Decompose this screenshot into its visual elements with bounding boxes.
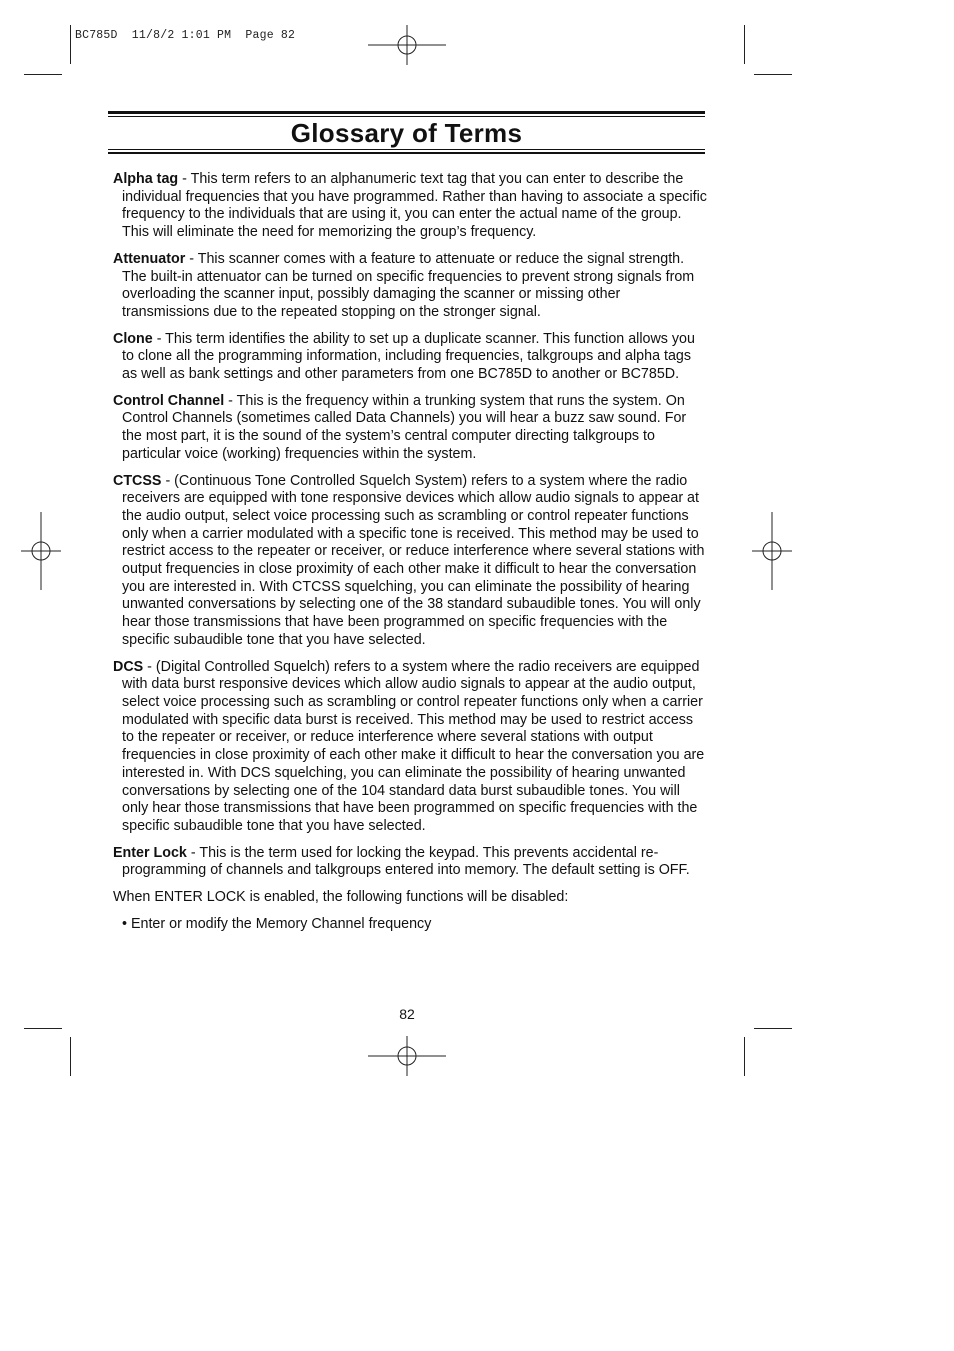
crop-mark-bottom-right-vertical bbox=[744, 1037, 745, 1076]
glossary-definition: - This scanner comes with a feature to attenuate or reduce the signal strength. The built-in attenuator can be turned on specific frequencies to prevent strong signals from overloading the scanner input, possibly damaging the scanner or missing other transmissions due to the repeated stopping on the stronger signal. bbox=[122, 250, 695, 320]
crop-mark-top-left-horizontal bbox=[24, 74, 62, 75]
glossary-term: Alpha tag bbox=[113, 171, 179, 187]
crop-mark-top-right-vertical bbox=[744, 25, 745, 64]
bullet-item: • Enter or modify the Memory Channel frequency bbox=[122, 915, 432, 932]
glossary-entry bbox=[113, 659, 708, 836]
glossary-term: CTCSS bbox=[113, 472, 162, 489]
glossary-definition: - This term refers to an alphanumeric text tag that you can enter to describe the individual frequencies that you have programmed. Rather than having to associate a specific frequency to the individuals that are using it, you can enter the actual name of the group. This will eliminate the need for memorizing the group’s frequency. bbox=[122, 171, 707, 241]
title-rule-top bbox=[108, 111, 705, 114]
glossary-definition: - (Digital Controlled Squelch) refers to a system where the radio receivers are equipped with data burst responsive devices which allow audio signals to appear at the audio output, select voice processing such as scrambling or control repeater functions only when a carrier modulated with specific data burst is received. This method may be used to restrict access to the repeater or receiver, or reduce interference where several stations with output frequencies in close proximity of each other make it difficult to hear the conversation you are interested in. With DCS squelching, you can eliminate the possibility of hearing unwanted conversations by selecting one of the 104 standard data burst subaudible tones. You will only hear those transmissions that have been programmed on specific frequencies with the specific subaudible tone that you have selected. bbox=[122, 658, 705, 834]
crop-mark-bottom-left-horizontal bbox=[24, 1028, 62, 1029]
glossary-entry bbox=[113, 473, 708, 650]
printer-slug: BC785D 11/8/2 1:01 PM Page 82 bbox=[75, 29, 296, 42]
glossary-term: Attenuator bbox=[113, 250, 186, 267]
glossary-term: Clone bbox=[113, 330, 153, 347]
title-rule-bottom-thin bbox=[108, 149, 705, 150]
registration-mark-right-icon bbox=[752, 512, 792, 590]
glossary-entry bbox=[113, 171, 708, 242]
page-title: Glossary of Terms bbox=[290, 118, 523, 148]
enter-lock-paragraph: When ENTER LOCK is enabled, the following functions will be disabled: bbox=[113, 889, 569, 906]
registration-mark-top-icon bbox=[368, 25, 446, 65]
glossary-definition: - This is the term used for locking the keypad. This prevents accidental re-programming of channels and talkgroups entered into memory. The default setting is OFF. bbox=[122, 844, 690, 879]
crop-mark-top-right-horizontal bbox=[754, 74, 792, 75]
crop-mark-top-left-vertical bbox=[70, 25, 71, 64]
glossary-entry bbox=[113, 251, 708, 322]
glossary-entry bbox=[113, 331, 708, 384]
glossary-definition: - This term identifies the ability to set up a duplicate scanner. This function allows you to clone all the programming information, including frequencies, talkgroups and alpha tags as well as bank settings and other parameters from one BC785D to another or BC785D. bbox=[122, 330, 695, 383]
title-rule-top-thin bbox=[108, 116, 705, 117]
registration-mark-left-icon bbox=[21, 512, 61, 590]
glossary-entry bbox=[113, 845, 708, 880]
page-number: 82 bbox=[399, 1006, 415, 1022]
glossary-body bbox=[113, 171, 708, 933]
glossary-term: Control Channel bbox=[113, 392, 225, 409]
glossary-definition: - This is the frequency within a trunking system that runs the system. On Control Channels (sometimes called Data Channels) you will hear a buzz saw sound. For the most part, it is the sound of the system’s central computer directing talkgroups to particular voice (working) frequencies within the system. bbox=[122, 392, 687, 462]
title-block bbox=[108, 111, 705, 156]
glossary-definition: - (Continuous Tone Controlled Squelch System) refers to a system where the radio receivers are equipped with tone responsive devices which allow audio signals to appear at the audio output, select voice processing such as scrambling or control repeater functions only when a carrier modulated with a specific tone is received. This method may be used to restrict access to the repeater or receiver, or reduce interference where several stations with output frequencies in close proximity of each other make it difficult to hear the conversation you are interested in. With CTCSS squelching, you can eliminate the possibility of hearing unwanted conversations by selecting one of the 38 standard subaudible tones. You will only hear those transmissions that have been programmed on specific frequencies with the specific subaudible tone that you have selected. bbox=[122, 472, 705, 648]
glossary-entry bbox=[113, 393, 708, 464]
crop-mark-bottom-right-horizontal bbox=[754, 1028, 792, 1029]
title-rule-bottom bbox=[108, 152, 705, 154]
registration-mark-bottom-icon bbox=[368, 1036, 446, 1076]
glossary-term: DCS bbox=[113, 658, 144, 675]
crop-mark-bottom-left-vertical bbox=[70, 1037, 71, 1076]
glossary-term: Enter Lock bbox=[113, 844, 187, 861]
